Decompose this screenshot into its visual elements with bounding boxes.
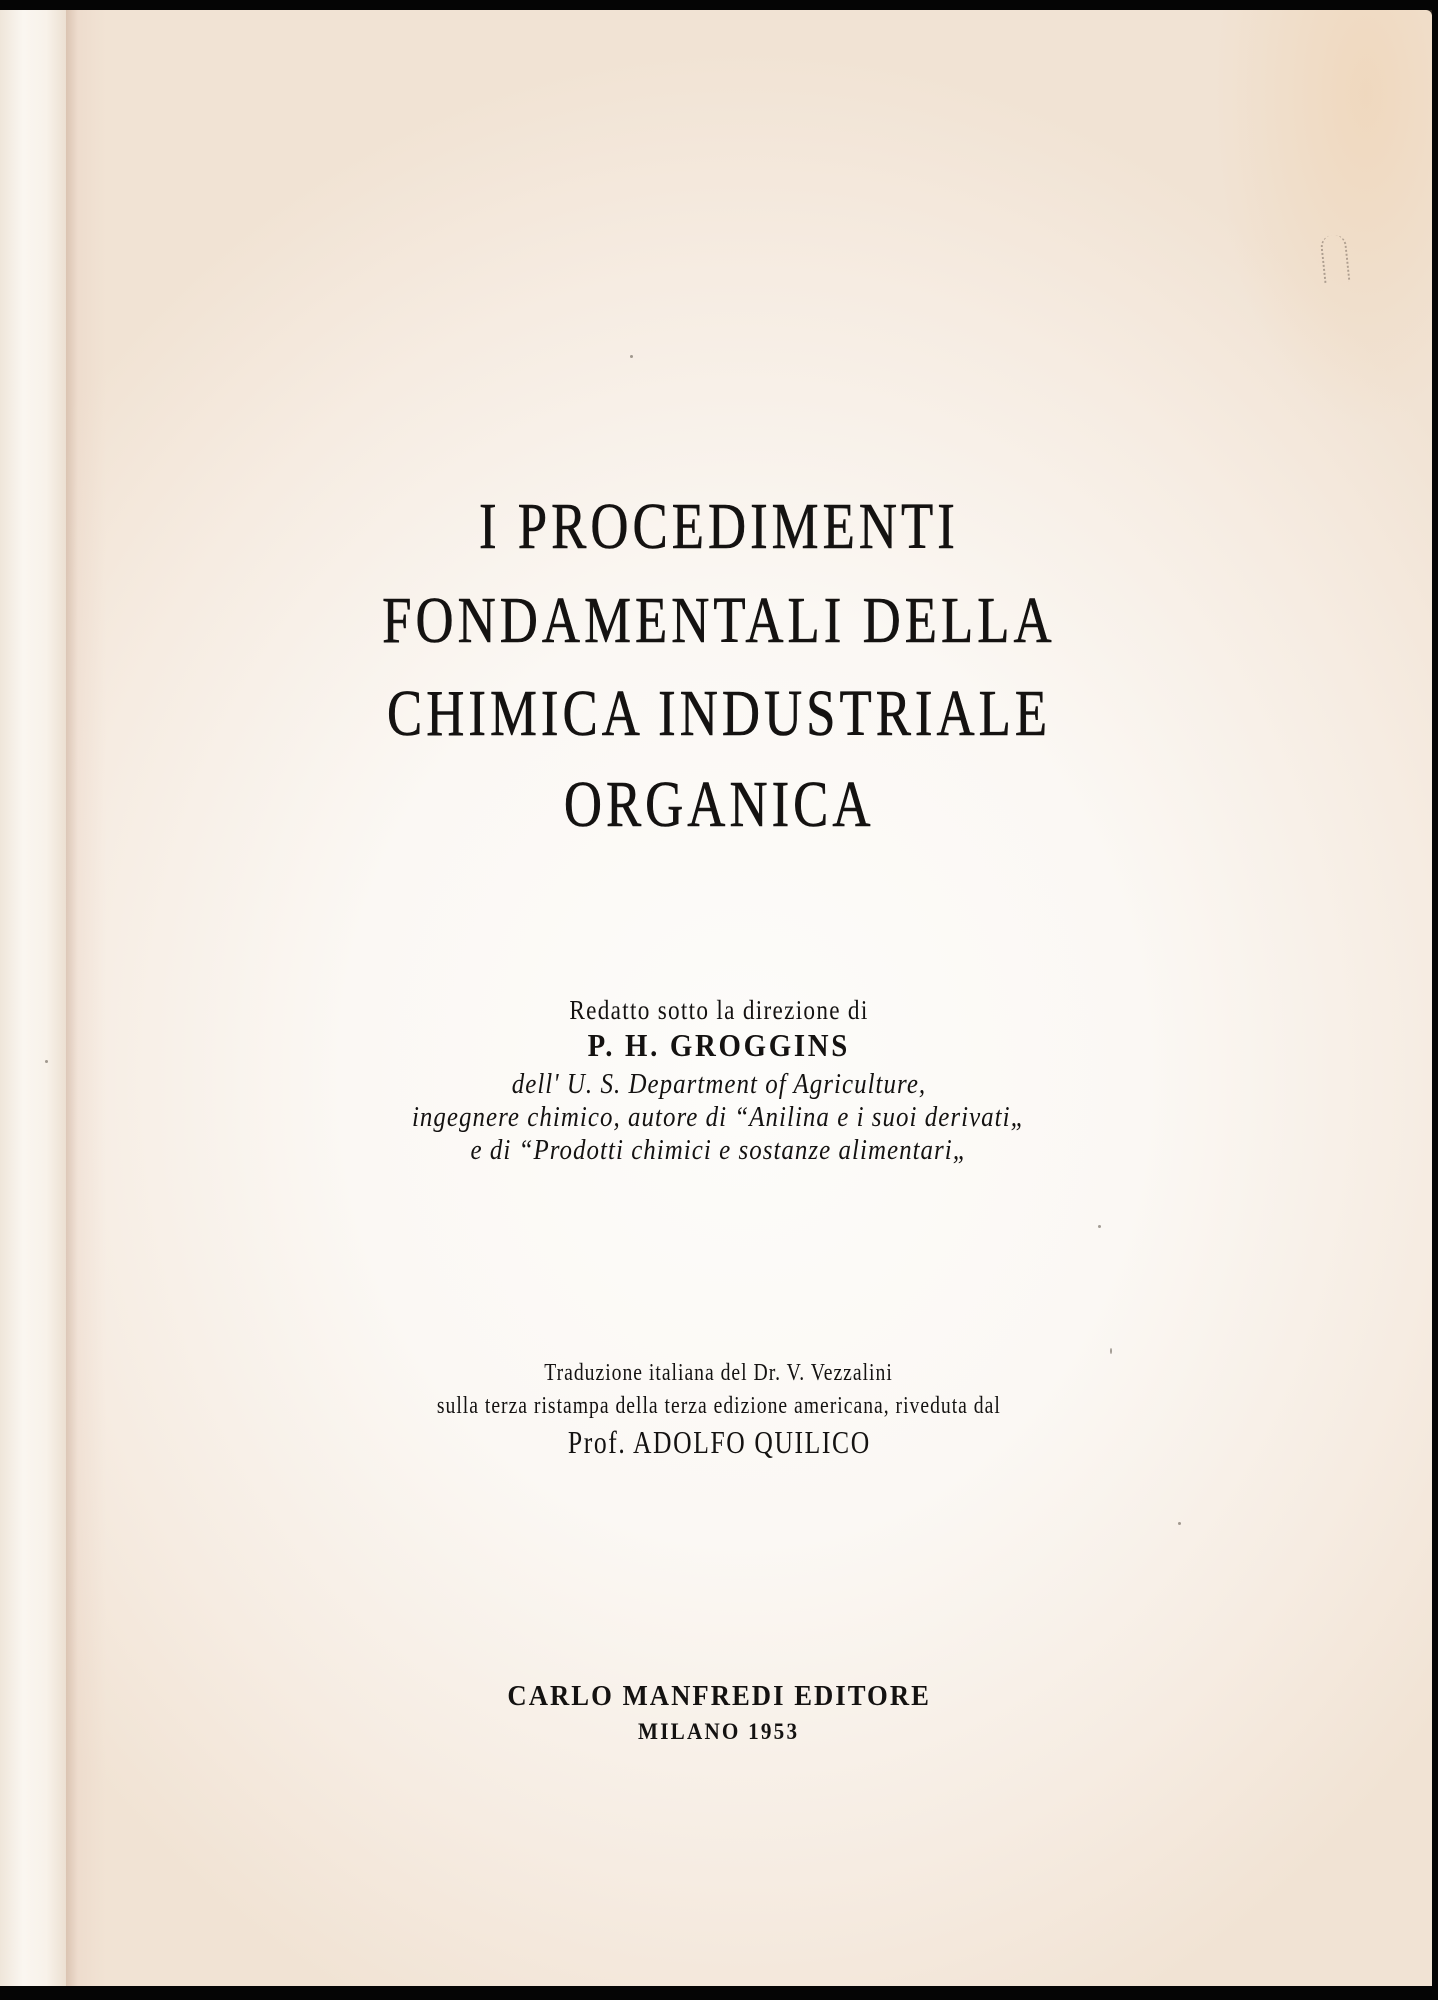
editor-name-text: P. H. GROGGINS bbox=[587, 1027, 851, 1063]
translation-text: Traduzione italiana del Dr. V. Vezzalini bbox=[544, 1360, 894, 1386]
title-text: I PROCEDIMENTI bbox=[479, 490, 959, 563]
translation-line-1 bbox=[0, 1361, 1438, 1385]
editor-lead-text: Redatto sotto la direzione di bbox=[569, 995, 869, 1025]
affiliation-text: e di “Prodotti chimici e sostanze alimentari„ bbox=[470, 1134, 968, 1166]
place-year-text: MILANO 1953 bbox=[638, 1719, 800, 1744]
translation-text: sulla terza ristampa della terza edizione americana, riveduta dal bbox=[437, 1393, 1001, 1419]
title-text: ORGANICA bbox=[563, 768, 875, 841]
publisher-name bbox=[0, 1682, 1438, 1711]
title-line-4 bbox=[0, 768, 1438, 841]
reviser-text: Prof. ADOLFO QUILICO bbox=[567, 1424, 871, 1460]
publication-place-year bbox=[0, 1720, 1438, 1743]
editor-affiliation-line-1 bbox=[0, 1070, 1438, 1099]
title-line-2 bbox=[0, 584, 1438, 657]
editor-lead bbox=[0, 997, 1438, 1024]
editor-affiliation-line-2 bbox=[0, 1103, 1438, 1132]
reviser-name bbox=[0, 1426, 1438, 1458]
publisher-text: CARLO MANFREDI EDITORE bbox=[507, 1680, 931, 1712]
translation-line-2 bbox=[0, 1394, 1438, 1418]
paper-speck bbox=[1110, 1348, 1112, 1354]
pencil-mark bbox=[1320, 234, 1351, 284]
affiliation-text: dell' U. S. Department of Agriculture, bbox=[511, 1068, 927, 1100]
paper-speck bbox=[1178, 1522, 1181, 1525]
affiliation-text: ingegnere chimico, autore di “Anilina e i suoi derivati„ bbox=[412, 1101, 1026, 1133]
title-line-1 bbox=[0, 490, 1438, 563]
title-text: FONDAMENTALI DELLA bbox=[382, 584, 1056, 657]
paper-speck bbox=[630, 355, 633, 358]
title-line-3 bbox=[0, 677, 1438, 750]
editor-name bbox=[0, 1029, 1438, 1061]
editor-affiliation-line-3 bbox=[0, 1136, 1438, 1165]
paper-speck bbox=[1098, 1225, 1101, 1228]
title-text: CHIMICA INDUSTRIALE bbox=[386, 677, 1052, 750]
